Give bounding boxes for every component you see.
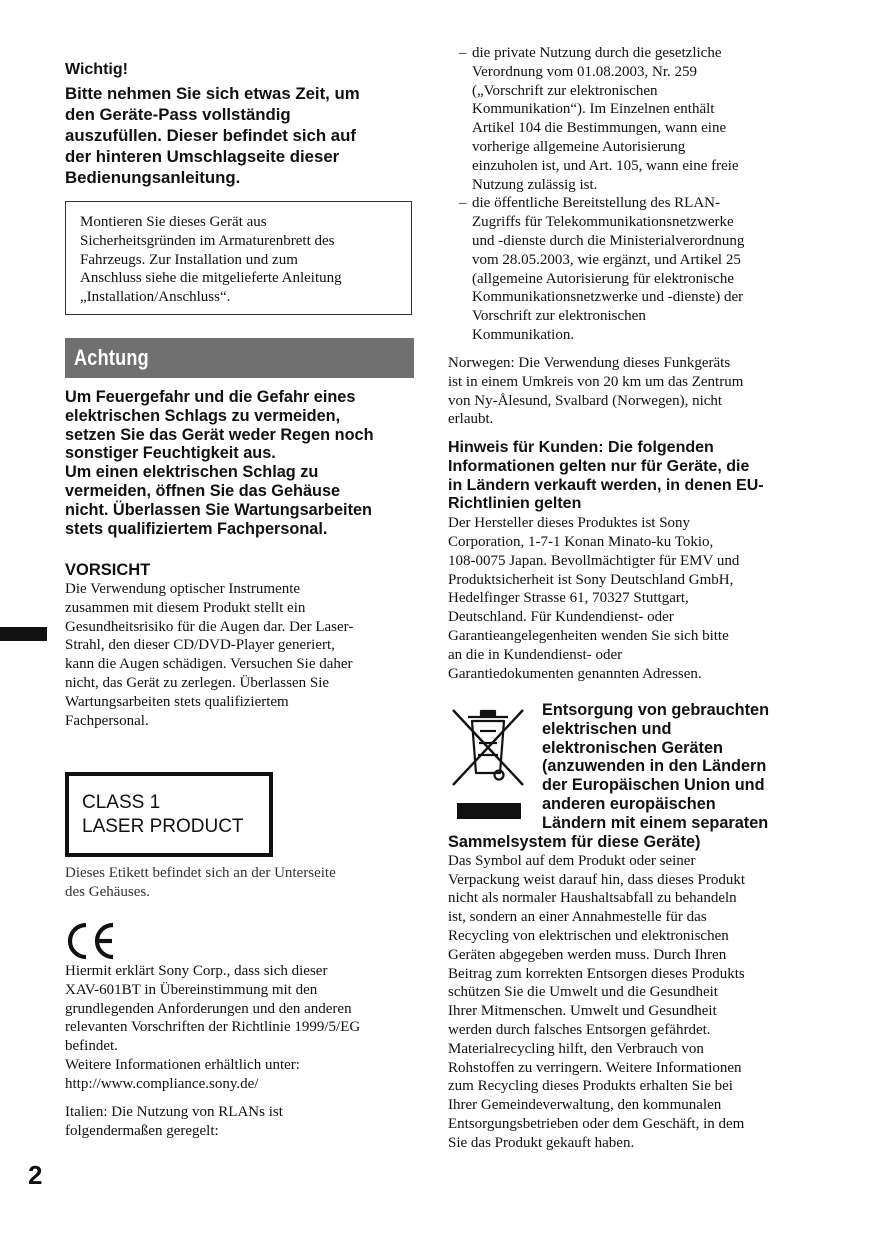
list-line: Kommunikationsnetzwerke und -dienste) der xyxy=(472,289,744,306)
list-line: Nutzung zulässig ist. xyxy=(472,176,598,193)
body-line: an die in Kundendienst- oder xyxy=(448,646,623,663)
list-line: Vorschrift zur elektronischen xyxy=(472,308,646,325)
body-line: Geräten abgegeben werden muss. Durch Ihren xyxy=(448,946,727,963)
vorsicht-line: Gesundheitsrisiko für die Augen dar. Der Laser- xyxy=(65,618,354,635)
heading-line: Ländern mit einem separaten xyxy=(542,813,769,832)
vorsicht-section xyxy=(65,561,415,730)
eu-customer-notice xyxy=(448,439,800,683)
installation-notice-box xyxy=(65,201,412,315)
body-line: Der Hersteller dieses Produktes ist Sony xyxy=(448,515,691,532)
body-line: Rohstoffen zu verringern. Weitere Informationen xyxy=(448,1059,742,1076)
body-line: Recycling von elektrischen und elektronischen xyxy=(448,927,729,944)
vorsicht-line: zusammen mit diesem Produkt stellt ein xyxy=(65,599,306,616)
list-item xyxy=(448,44,808,194)
notice-line: „Installation/Anschluss“. xyxy=(80,289,231,306)
body-line: Materialrecycling hilft, den Verbrauch von xyxy=(448,1040,704,1057)
important-line: auszufüllen. Dieser befindet sich auf xyxy=(65,126,356,145)
ce-declaration xyxy=(65,962,415,1094)
body-line: Sie das Produkt gekauft haben. xyxy=(448,1134,635,1151)
warning-line: Um einen elektrischen Schlag zu xyxy=(65,463,319,482)
list-line: und -dienste durch die Ministerialverordnung xyxy=(472,232,745,249)
heading-line: elektronischen Geräten xyxy=(542,738,723,757)
achtung-section-header xyxy=(65,338,414,378)
norway-line: von Ny-Ålesund, Svalbard (Norwegen), nicht xyxy=(448,392,723,409)
vorsicht-line: nicht, das Gerät zu zerlegen. Überlassen Sie xyxy=(65,674,330,691)
list-line: einzuholen ist, und Art. 105, wann eine freie xyxy=(472,157,739,174)
important-line: der hinteren Umschlagseite dieser xyxy=(65,147,340,166)
body-line: zum Recycling dieses Produkts erhalten Sie bei xyxy=(448,1078,733,1095)
norway-line: erlaubt. xyxy=(448,411,494,428)
body-line: Ihrer Gemeindeverwaltung, den kommunalen xyxy=(448,1097,722,1114)
declaration-line: befindet. xyxy=(65,1038,118,1055)
list-line: die öffentliche Bereitstellung des RLAN- xyxy=(472,195,720,212)
heading-line: in Ländern verkauft werden, in denen EU- xyxy=(448,476,764,494)
body-line: Deutschland. Für Kundendienst- oder xyxy=(448,609,674,626)
italy-intro xyxy=(65,1103,415,1141)
disposal-heading xyxy=(542,701,822,833)
body-line: Produktsicherheit ist Sony Deutschland GmbH, xyxy=(448,571,734,588)
section-tab-marker xyxy=(0,627,47,641)
important-notice xyxy=(65,59,415,188)
warning-line: sonstiger Feuchtigkeit aus. xyxy=(65,444,276,463)
body-line: werden durch falsches Entsorgen gefährdet. xyxy=(448,1021,711,1038)
caption-line: Dieses Etikett befindet sich an der Unterseite xyxy=(65,865,336,881)
vorsicht-heading: VORSICHT xyxy=(65,561,151,579)
vorsicht-line: Fachpersonal. xyxy=(65,712,149,729)
declaration-line: relevanten Vorschriften der Richtlinie 1999/5/EG xyxy=(65,1019,361,1036)
list-line: vorherige allgemeine Autorisierung xyxy=(472,138,686,155)
warning-line: setzen Sie das Gerät weder Regen noch xyxy=(65,425,374,444)
crossed-out-wheelie-bin-icon xyxy=(450,707,526,821)
vorsicht-line: Die Verwendung optischer Instrumente xyxy=(65,581,301,597)
disposal-heading-last: Sammelsystem für diese Geräte) xyxy=(448,833,701,851)
warning-line: stets qualifiziertem Fachpersonal. xyxy=(65,519,328,538)
disposal-body xyxy=(448,852,800,1153)
warning-line: elektrischen Schlags zu vermeiden, xyxy=(65,406,341,425)
eu-notice-body xyxy=(448,514,800,683)
heading-line: Entsorgung von gebrauchten xyxy=(542,701,770,719)
norway-line: Norwegen: Die Verwendung dieses Funkgeräts xyxy=(448,355,731,371)
italy-regulation-list xyxy=(448,44,808,345)
heading-line: Hinweis für Kunden: Die folgenden xyxy=(448,439,714,456)
norway-notice xyxy=(448,354,800,429)
notice-line: Sicherheitsgründen im Armaturenbrett des xyxy=(80,232,335,249)
important-line: den Geräte-Pass vollständig xyxy=(65,105,291,124)
body-line: Das Symbol auf dem Produkt oder seiner xyxy=(448,852,696,869)
important-line: Bedienungsanleitung. xyxy=(65,168,241,187)
declaration-line: XAV-601BT in Übereinstimmung mit den xyxy=(65,981,318,998)
warning-line: Um Feuergefahr und die Gefahr eines xyxy=(65,388,356,406)
heading-line: anderen europäischen xyxy=(542,794,716,813)
declaration-line: Weitere Informationen erhältlich unter: xyxy=(65,1056,300,1073)
list-line: Zugriffs für Telekommunikationsnetzwerke xyxy=(472,214,734,231)
vorsicht-text xyxy=(65,580,415,730)
heading-line: elektrischen und xyxy=(542,719,672,738)
laser-class-line: CLASS 1 xyxy=(82,792,161,813)
vorsicht-line: Wartungsarbeiten stets qualifiziertem xyxy=(65,693,289,710)
body-line: schützen Sie die Umwelt und die Gesundheit xyxy=(448,984,718,1001)
body-line: Garantiedokumenten genannten Adressen. xyxy=(448,665,702,682)
list-line: (allgemeine Autorisierung für elektronische xyxy=(472,270,734,287)
list-item xyxy=(448,194,808,344)
list-line: Kommunikation“). Im Einzelnen enthält xyxy=(472,101,715,118)
vorsicht-line: Strahl, den dieser CD/DVD-Player generiert, xyxy=(65,637,335,654)
ce-mark-icon xyxy=(66,921,120,961)
warning-line: vermeiden, öffnen Sie das Gehäuse xyxy=(65,481,341,500)
body-line: Ihrer Mitmenschen. Umwelt und Gesundheit xyxy=(448,1003,717,1020)
body-line: 108-0075 Japan. Bevollmächtigter für EMV und xyxy=(448,552,740,569)
heading-line: Richtlinien gelten xyxy=(448,495,582,513)
declaration-line: Hiermit erklärt Sony Corp., dass sich dieser xyxy=(65,963,328,979)
eu-notice-heading xyxy=(448,439,800,514)
list-line: Artikel 104 die Bestimmungen, wann eine xyxy=(472,120,727,137)
achtung-warning xyxy=(65,388,415,538)
important-heading: Wichtig! xyxy=(65,61,128,78)
list-dash: – xyxy=(459,195,467,212)
heading-line: (anzuwenden in den Ländern xyxy=(542,757,767,776)
list-dash: – xyxy=(459,45,467,61)
italy-line: folgendermaßen geregelt: xyxy=(65,1122,219,1139)
vorsicht-line: kann die Augen schädigen. Versuchen Sie daher xyxy=(65,656,353,673)
achtung-title: Achtung xyxy=(74,345,149,370)
heading-line: Informationen gelten nur für Geräte, die xyxy=(448,457,750,475)
body-line: Verpackung weist darauf hin, dass dieses Produkt xyxy=(448,871,746,888)
laser-label-caption xyxy=(65,864,415,902)
body-line: Entsorgungsbetrieben oder dem Geschäft, in dem xyxy=(448,1115,745,1132)
body-line: Beitrag zum korrekten Entsorgen dieses Produkts xyxy=(448,965,745,982)
page-number: 2 xyxy=(28,1160,43,1190)
list-line: Kommunikation. xyxy=(472,326,575,343)
notice-line: Anschluss siehe die mitgelieferte Anleitung xyxy=(80,270,342,287)
notice-line: Montieren Sie dieses Gerät aus xyxy=(80,214,267,230)
declaration-line: grundlegenden Anforderungen und den anderen xyxy=(65,1000,352,1017)
list-line: Verordnung vom 01.08.2003, Nr. 259 xyxy=(472,63,697,80)
important-text xyxy=(65,83,415,188)
italy-line: Italien: Die Nutzung von RLANs ist xyxy=(65,1104,283,1120)
body-line: Garantieangelegenheiten wenden Sie sich bitte xyxy=(448,627,729,644)
disposal-text xyxy=(448,833,800,1153)
laser-product-line: LASER PRODUCT xyxy=(82,816,244,837)
notice-line: Fahrzeugs. Zur Installation und zum xyxy=(80,251,298,268)
heading-line: der Europäischen Union und xyxy=(542,776,765,795)
body-line: Hedelfinger Strasse 61, 70327 Stuttgart, xyxy=(448,590,689,607)
body-line: Corporation, 1-7-1 Konan Minato-ku Tokio, xyxy=(448,533,714,550)
body-line: ist, sondern an einer Annahmestelle für das xyxy=(448,909,707,926)
list-line: vom 28.05.2003, wie ergänzt, und Artikel 25 xyxy=(472,251,741,268)
list-line: die private Nutzung durch die gesetzliche xyxy=(472,45,722,61)
compliance-url: http://www.compliance.sony.de/ xyxy=(65,1075,259,1092)
important-line: Bitte nehmen Sie sich etwas Zeit, um xyxy=(65,84,360,103)
laser-class-label xyxy=(65,772,273,857)
norway-line: ist in einem Umkreis von 20 km um das Zentrum xyxy=(448,373,744,390)
warning-line: nicht. Überlassen Sie Wartungsarbeiten xyxy=(65,500,373,519)
body-line: nicht als normaler Haushaltsabfall zu behandeln xyxy=(448,890,737,907)
list-line: („Vorschrift zur elektronischen xyxy=(472,82,658,99)
caption-line: des Gehäuses. xyxy=(65,883,150,900)
